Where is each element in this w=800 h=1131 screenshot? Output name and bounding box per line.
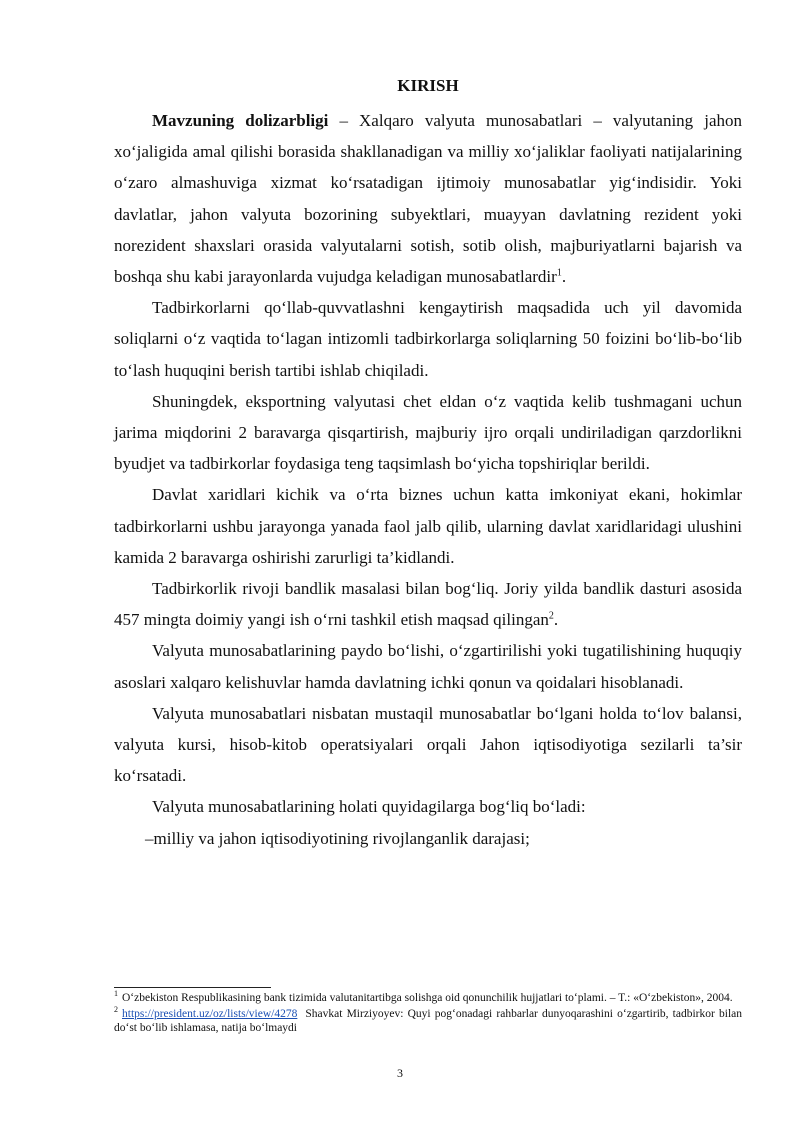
footnotes: [114, 991, 742, 1037]
footnote-1-number: 1: [114, 989, 118, 999]
paragraph-5-text: Tadbirkorlik rivoji bandlik masalasi bilan bog‘liq. Joriy yilda bandlik dasturi asosida 457 mingta doimiy yangi ish o‘rni tashkil etish maqsad qilingan: [114, 579, 742, 630]
footnote-1-text: O‘zbekiston Respublikasining bank tizimida valutanitartibga solishga oid qonunchilik hujjatlari to‘plami. – T.: «O‘zbekiston», 2004.: [122, 992, 733, 1004]
page-number: 3: [397, 1066, 403, 1080]
paragraph-2: Tadbirkorlarni qo‘llab-quvvatlashni kengaytirish maqsadida uch yil davomida soliqlarni o‘z vaqtida to‘lagan intizomli tadbirkorlarga soliqlarning 50 foizini bo‘lib-bo‘lib to‘lash huquqini berish tartibi ishlab chiqiladi.: [114, 298, 742, 380]
footnote-ref-1[interactable]: 1: [556, 267, 562, 279]
footnote-1: [114, 991, 742, 1006]
paragraph-1-text: – Xalqaro valyuta munosabatlari – valyutaning jahon xo‘jaligida amal qilishi borasida shakllanadigan va milliy xo‘jaliklar faoliyati natijalarining o‘zaro almashuviga xizmat ko‘rsatadigan ijtimoiy munosabatlar yig‘indisidir. Yoki davlatlar, jahon valyuta bozorining subyektlari, muayyan davlatning rezident yoki norezident shaxslari orasida valyutalarni sotish, sotib olish, majburiyatlarni bajarish va boshqa shu kabi jarayonlarda vujudga keladigan munosabatlardir: [114, 111, 743, 287]
footnote-2-text: Shavkat Mirziyoyev: Quyi pog‘onadagi rahbarlar dunyoqarashini o‘zgartirib, tadbirkor bilan do‘st bo‘lib ishlamasa, natija bo‘lmaydi: [114, 1007, 742, 1034]
paragraph-1-end: .: [561, 267, 567, 287]
paragraph-6: Valyuta munosabatlarining paydo bo‘lishi, o‘zgartirilishi yoki tugatilishining huquqiy asoslari xalqaro kelishuvlar hamda davlatning ichki qonun va qoidalari hisoblanadi.: [114, 641, 742, 692]
paragraph-5-end: .: [553, 610, 559, 630]
paragraph-3: Shuningdek, eksportning valyutasi chet eldan o‘z vaqtida kelib tushmagani uchun jarima miqdorini 2 baravarga qisqartirish, majburiy ijro orqali undiriladigan qarzdorlikni byudjet va tadbirkorlar foydasiga teng taqsimlash bo‘yicha topshiriqlar berildi.: [114, 391, 742, 474]
paragraph-1: [114, 105, 742, 292]
footnote-separator: [114, 987, 271, 988]
paragraph-4: Davlat xaridlari kichik va o‘rta biznes uchun katta imkoniyat ekani, hokimlar tadbirkorlarni ushbu jarayonga yanada faol jalb qilib, ularning davlat xaridlaridagi ulushini kamida 2 baravarga oshirishi zarurligi ta’kidlandi.: [114, 485, 742, 567]
list-item: –milliy va jahon iqtisodiyotining rivojlanganlik darajasi;: [145, 828, 530, 848]
document-body: [114, 72, 742, 854]
page-title: KIRISH: [397, 76, 459, 95]
topic-relevance-heading: Mavzuning dolizarbligi: [152, 111, 329, 130]
paragraph-7: Valyuta munosabatlari nisbatan mustaqil munosabatlar bo‘lgani holda to‘lov balansi, valyuta kursi, hisob-kitob operatsiyalari orqali Jahon iqtisodiyotiga sezilarli ta’sir ko‘rsatadi.: [114, 703, 742, 786]
footnote-2: [114, 1004, 742, 1036]
paragraph-5: [114, 573, 742, 635]
footnote-ref-2[interactable]: 2: [548, 610, 554, 622]
paragraph-8: Valyuta munosabatlarining holati quyidagilarga bog‘liq bo‘ladi:: [152, 797, 586, 817]
footnote-2-number: 2: [114, 1004, 118, 1014]
footnote-2-link[interactable]: https://president.uz/oz/lists/view/4278: [122, 1007, 298, 1020]
